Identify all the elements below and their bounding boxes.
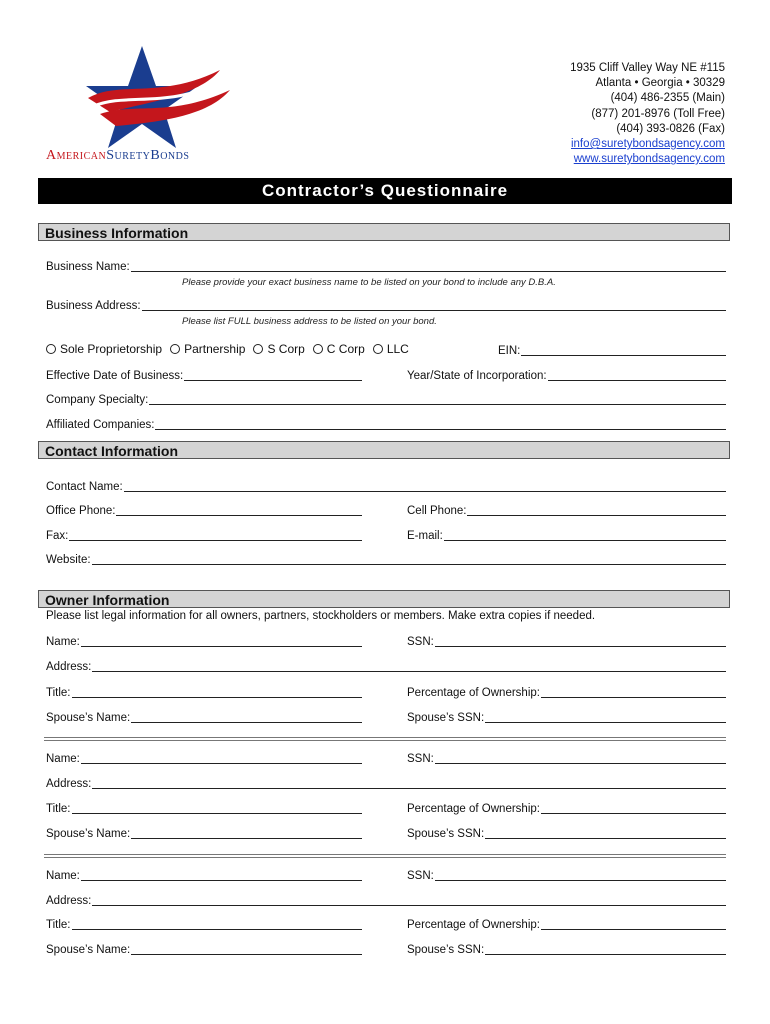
business-address-field[interactable] [46,297,726,313]
owner-ownership-line[interactable] [541,929,726,930]
company-address-block [570,61,725,167]
fax-line[interactable] [69,540,362,541]
owner-ownership-label: Percentage of Ownership: [407,687,540,699]
owner-title-field[interactable] [46,800,362,816]
form-title: Contractor’s Questionnaire [38,178,732,204]
owner-ownership-line[interactable] [541,697,726,698]
owner-ownership-field[interactable] [407,800,726,816]
cell-phone-label: Cell Phone: [407,505,467,517]
owner-ssn-field[interactable] [407,633,726,649]
owner-ssn-field[interactable] [407,750,726,766]
owner-ssn-field[interactable] [407,867,726,883]
owner-title-line[interactable] [72,813,363,814]
address-line: Atlanta • Georgia • 30329 [595,77,725,90]
owner-name-label: Name: [46,636,80,648]
owner-ssn-label: SSN: [407,870,434,882]
email-line[interactable] [444,540,726,541]
office-phone-field[interactable] [46,502,362,518]
owner-address-line[interactable] [92,671,726,672]
owner-address-label: Address: [46,778,92,790]
incorporation-field[interactable] [407,367,726,383]
owner-title-label: Title: [46,803,71,815]
effective-date-line[interactable] [184,380,362,381]
incorporation-line[interactable] [548,380,726,381]
effective-date-label: Effective Date of Business: [46,370,184,382]
logo-wordmark [46,148,246,164]
option-c-corp[interactable] [313,342,365,356]
option-sole-proprietorship[interactable] [46,342,162,356]
company-specialty-line[interactable] [149,404,726,405]
option-label: S Corp [267,342,305,356]
section-owner-information: Owner Information [38,590,730,608]
business-name-label: Business Name: [46,261,130,273]
address-line: (877) 201-8976 (Toll Free) [591,107,725,120]
radio-icon[interactable] [253,344,263,354]
ein-line[interactable] [521,355,726,356]
spouse-name-line[interactable] [131,722,362,723]
spouse-ssn-field[interactable] [407,941,726,957]
email-link[interactable]: info@suretybondsagency.com [570,138,725,151]
logo-word-suretybonds: SuretyBonds [106,148,190,163]
website-link[interactable]: www.suretybondsagency.com [573,153,725,166]
owner-title-label: Title: [46,687,71,699]
radio-icon[interactable] [313,344,323,354]
owner-address-field[interactable] [46,658,726,674]
radio-icon[interactable] [46,344,56,354]
office-phone-line[interactable] [116,515,362,516]
owner-ssn-label: SSN: [407,753,434,765]
spouse-ssn-line[interactable] [485,722,726,723]
cell-phone-line[interactable] [467,515,726,516]
owner-address-line[interactable] [92,788,726,789]
owner-ssn-line[interactable] [435,763,726,764]
spouse-name-line[interactable] [131,838,362,839]
address-line: (404) 393-0826 (Fax) [616,122,725,135]
owner-name-label: Name: [46,753,80,765]
owner-ownership-label: Percentage of Ownership: [407,919,540,931]
owner-name-field[interactable] [46,633,362,649]
incorporation-label: Year/State of Incorporation: [407,370,547,382]
spouse-ssn-field[interactable] [407,709,726,725]
owner-ownership-label: Percentage of Ownership: [407,803,540,815]
owner-divider [44,854,726,858]
owner-title-label: Title: [46,919,71,931]
cell-phone-field[interactable] [407,502,726,518]
star-logo-icon [80,40,240,150]
option-label: Partnership [184,342,246,356]
website-field[interactable] [46,551,726,567]
address-line: 1935 Cliff Valley Way NE #115 [570,62,725,74]
owner-ssn-label: SSN: [407,636,434,648]
affiliated-companies-label: Affiliated Companies: [46,419,155,431]
address-line: (404) 486-2355 (Main) [610,92,725,105]
owner-title-line[interactable] [72,697,363,698]
company-specialty-label: Company Specialty: [46,394,149,406]
option-partnership[interactable] [170,342,245,356]
section-business-information: Business Information [38,223,730,241]
spouse-name-field[interactable] [46,825,362,841]
owner-ownership-line[interactable] [541,813,726,814]
business-address-label: Business Address: [46,300,141,312]
website-label: Website: [46,554,91,566]
contact-name-label: Contact Name: [46,481,123,493]
owner-address-line[interactable] [92,905,726,906]
spouse-name-label: Spouse’s Name: [46,712,131,724]
option-s-corp[interactable] [253,342,304,356]
business-address-line[interactable] [142,310,726,311]
office-phone-label: Office Phone: [46,505,116,517]
owner-title-line[interactable] [72,929,363,930]
company-specialty-field[interactable] [46,391,726,407]
spouse-name-field[interactable] [46,941,362,957]
owner-address-label: Address: [46,895,92,907]
business-name-line[interactable] [131,271,726,272]
option-label: C Corp [326,342,365,356]
contact-name-field[interactable] [46,478,726,494]
fax-label: Fax: [46,530,69,542]
spouse-ssn-label: Spouse’s SSN: [407,828,485,840]
radio-icon[interactable] [373,344,383,354]
business-name-hint: Please provide your exact business name to be listed on your bond to include any D.B.A. [182,277,556,288]
option-llc[interactable] [373,342,409,356]
logo-word-american: American [46,148,107,163]
owner-ssn-line[interactable] [435,880,726,881]
owner-ssn-line[interactable] [435,646,726,647]
owner-divider [44,737,726,741]
ein-label: EIN: [498,345,521,357]
section-contact-information: Contact Information [38,441,730,459]
spouse-name-line[interactable] [131,954,362,955]
business-name-field[interactable] [46,258,726,274]
effective-date-field[interactable] [46,367,362,383]
email-label: E-mail: [407,530,443,542]
website-line[interactable] [92,564,726,565]
option-label: Sole Proprietorship [60,342,163,356]
entity-type-group [46,342,417,356]
fax-field[interactable] [46,527,362,543]
owner-address-field[interactable] [46,892,726,908]
owner-title-field[interactable] [46,684,362,700]
business-address-hint: Please list FULL business address to be listed on your bond. [182,316,437,327]
owner-address-field[interactable] [46,775,726,791]
owner-name-field[interactable] [46,867,362,883]
spouse-name-label: Spouse’s Name: [46,944,131,956]
owner-name-line[interactable] [81,763,362,764]
spouse-ssn-line[interactable] [485,838,726,839]
owner-ownership-field[interactable] [407,916,726,932]
spouse-ssn-label: Spouse’s SSN: [407,712,485,724]
owner-ownership-field[interactable] [407,684,726,700]
contact-name-line[interactable] [124,491,726,492]
owner-address-label: Address: [46,661,92,673]
owner-instructions: Please list legal information for all owners, partners, stockholders or members. Make extra copies if needed. [46,610,596,622]
owner-name-field[interactable] [46,750,362,766]
ein-field[interactable] [498,342,726,358]
owner-name-label: Name: [46,870,80,882]
spouse-ssn-field[interactable] [407,825,726,841]
option-label: LLC [386,342,409,356]
company-logo [40,40,240,170]
owner-title-field[interactable] [46,916,362,932]
owner-name-line[interactable] [81,880,362,881]
owner-name-line[interactable] [81,646,362,647]
spouse-ssn-label: Spouse’s SSN: [407,944,485,956]
spouse-ssn-line[interactable] [485,954,726,955]
spouse-name-field[interactable] [46,709,362,725]
radio-icon[interactable] [170,344,180,354]
affiliated-companies-line[interactable] [155,429,726,430]
affiliated-companies-field[interactable] [46,416,726,432]
email-field[interactable] [407,527,726,543]
spouse-name-label: Spouse’s Name: [46,828,131,840]
